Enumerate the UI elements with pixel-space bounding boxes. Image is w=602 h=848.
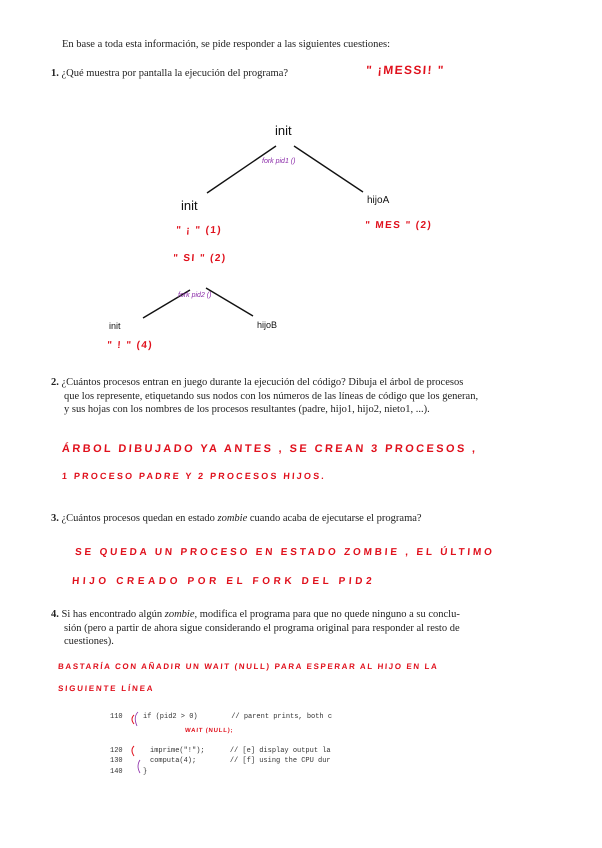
tree-edge-root-left — [207, 146, 276, 193]
code-mark-130 — [138, 760, 140, 773]
question-4-line-1-a: Si has encontrado algún — [61, 609, 165, 620]
question-1-number: 1. — [51, 68, 59, 79]
answer-4-line-1: BASTARÍA CON AÑADIR UN WAIT (NULL) PARA ESPERAR AL HIJO EN LA — [57, 662, 439, 671]
code-bracket-120 — [132, 746, 134, 756]
question-3 — [51, 512, 422, 526]
code-inserted-wait: WAIT (NULL); — [184, 728, 234, 734]
answer-2-line-1: ÁRBOL DIBUJADO YA ANTES , SE CREAN 3 PROCESOS , — [61, 443, 478, 455]
tree-right-output-1: " MES " (2) — [364, 220, 433, 231]
code-line-120: imprime("!"); // [e] display output la — [150, 747, 331, 755]
question-4 — [51, 608, 581, 649]
question-4-line-2: sión (pero a partir de ahora sigue considerando el programa original para responder al resto de — [64, 622, 460, 634]
question-2-line-1: ¿Cuántos procesos entran en juego durante la ejecución del código? Dibuja el árbol de procesos — [61, 377, 464, 388]
question-3-text-a: ¿Cuántos procesos quedan en estado — [61, 513, 218, 524]
code-line-110-number: 110 — [110, 713, 123, 721]
code-line-140: } — [143, 768, 148, 776]
answer-3-line-2: HIJO CREADO POR EL FORK DEL PID2 — [71, 576, 376, 587]
tree-left-label: init — [181, 198, 198, 213]
tree-root-label: init — [275, 123, 292, 138]
tree-edge-root-right — [294, 146, 363, 192]
question-4-line-1-b: , modifica el programa para que no quede ninguno a su conclu- — [194, 609, 460, 620]
tree-left-output-2: " SI " (2) — [172, 253, 227, 264]
code-line-140-number: 140 — [110, 768, 123, 776]
tree-left-output-1: " ¡ " (1) — [175, 225, 223, 236]
question-2-line-3: y sus hojas con los nombres de los procesos resultantes (padre, hijo1, hijo2, nieto1, ...). — [64, 404, 430, 416]
code-line-110: if (pid2 > 0) // parent prints, both c — [143, 713, 333, 721]
tree-edge-label-1: fork pid1 () — [262, 158, 296, 165]
tree-edge-left-right — [206, 288, 253, 316]
question-3-number: 3. — [51, 513, 59, 524]
answer-3-line-1: SE QUEDA UN PROCESO EN ESTADO ZOMBIE , EL ÚLTIMO — [74, 547, 495, 558]
tree-edge-label-2: fork pid2 () — [178, 292, 212, 299]
tree-right-label: hijoA — [367, 195, 390, 206]
question-1-text: ¿Qué muestra por pantalla la ejecución del programa? — [61, 68, 289, 79]
question-2-line-2: que los represente, etiquetando sus nodos con los números de las líneas de código que los generan, — [64, 390, 479, 402]
intro-text: En base a toda esta información, se pide responder a las siguientes cuestiones: — [62, 39, 391, 50]
question-4-line-3: cuestiones). — [64, 636, 114, 648]
question-3-text-b: cuando acaba de ejecutarse el programa? — [247, 513, 422, 524]
code-bracket-110 — [132, 715, 134, 724]
tree-leaf-left-label: init — [109, 321, 121, 331]
answer-2-line-2: 1 PROCESO PADRE Y 2 PROCESOS HIJOS. — [61, 471, 327, 481]
code-line-130: computa(4); // [f] using the CPU dur — [150, 757, 331, 765]
question-2 — [51, 376, 581, 417]
code-mark-110 — [135, 712, 138, 726]
code-line-130-number: 130 — [110, 757, 123, 765]
question-1 — [51, 67, 288, 81]
question-4-emphasis: zombie — [164, 609, 195, 620]
question-4-number: 4. — [51, 609, 59, 620]
question-2-number: 2. — [51, 377, 59, 388]
tree-leaf-left-output: " ! " (4) — [106, 340, 154, 351]
tree-leaf-right-label: hijoB — [257, 320, 278, 330]
question-3-emphasis: zombie — [217, 513, 248, 524]
code-line-120-number: 120 — [110, 747, 123, 755]
answer-1: " ¡MESSI! " — [365, 63, 446, 77]
answer-4-line-2: SIGUIENTE LÍNEA — [57, 684, 155, 693]
